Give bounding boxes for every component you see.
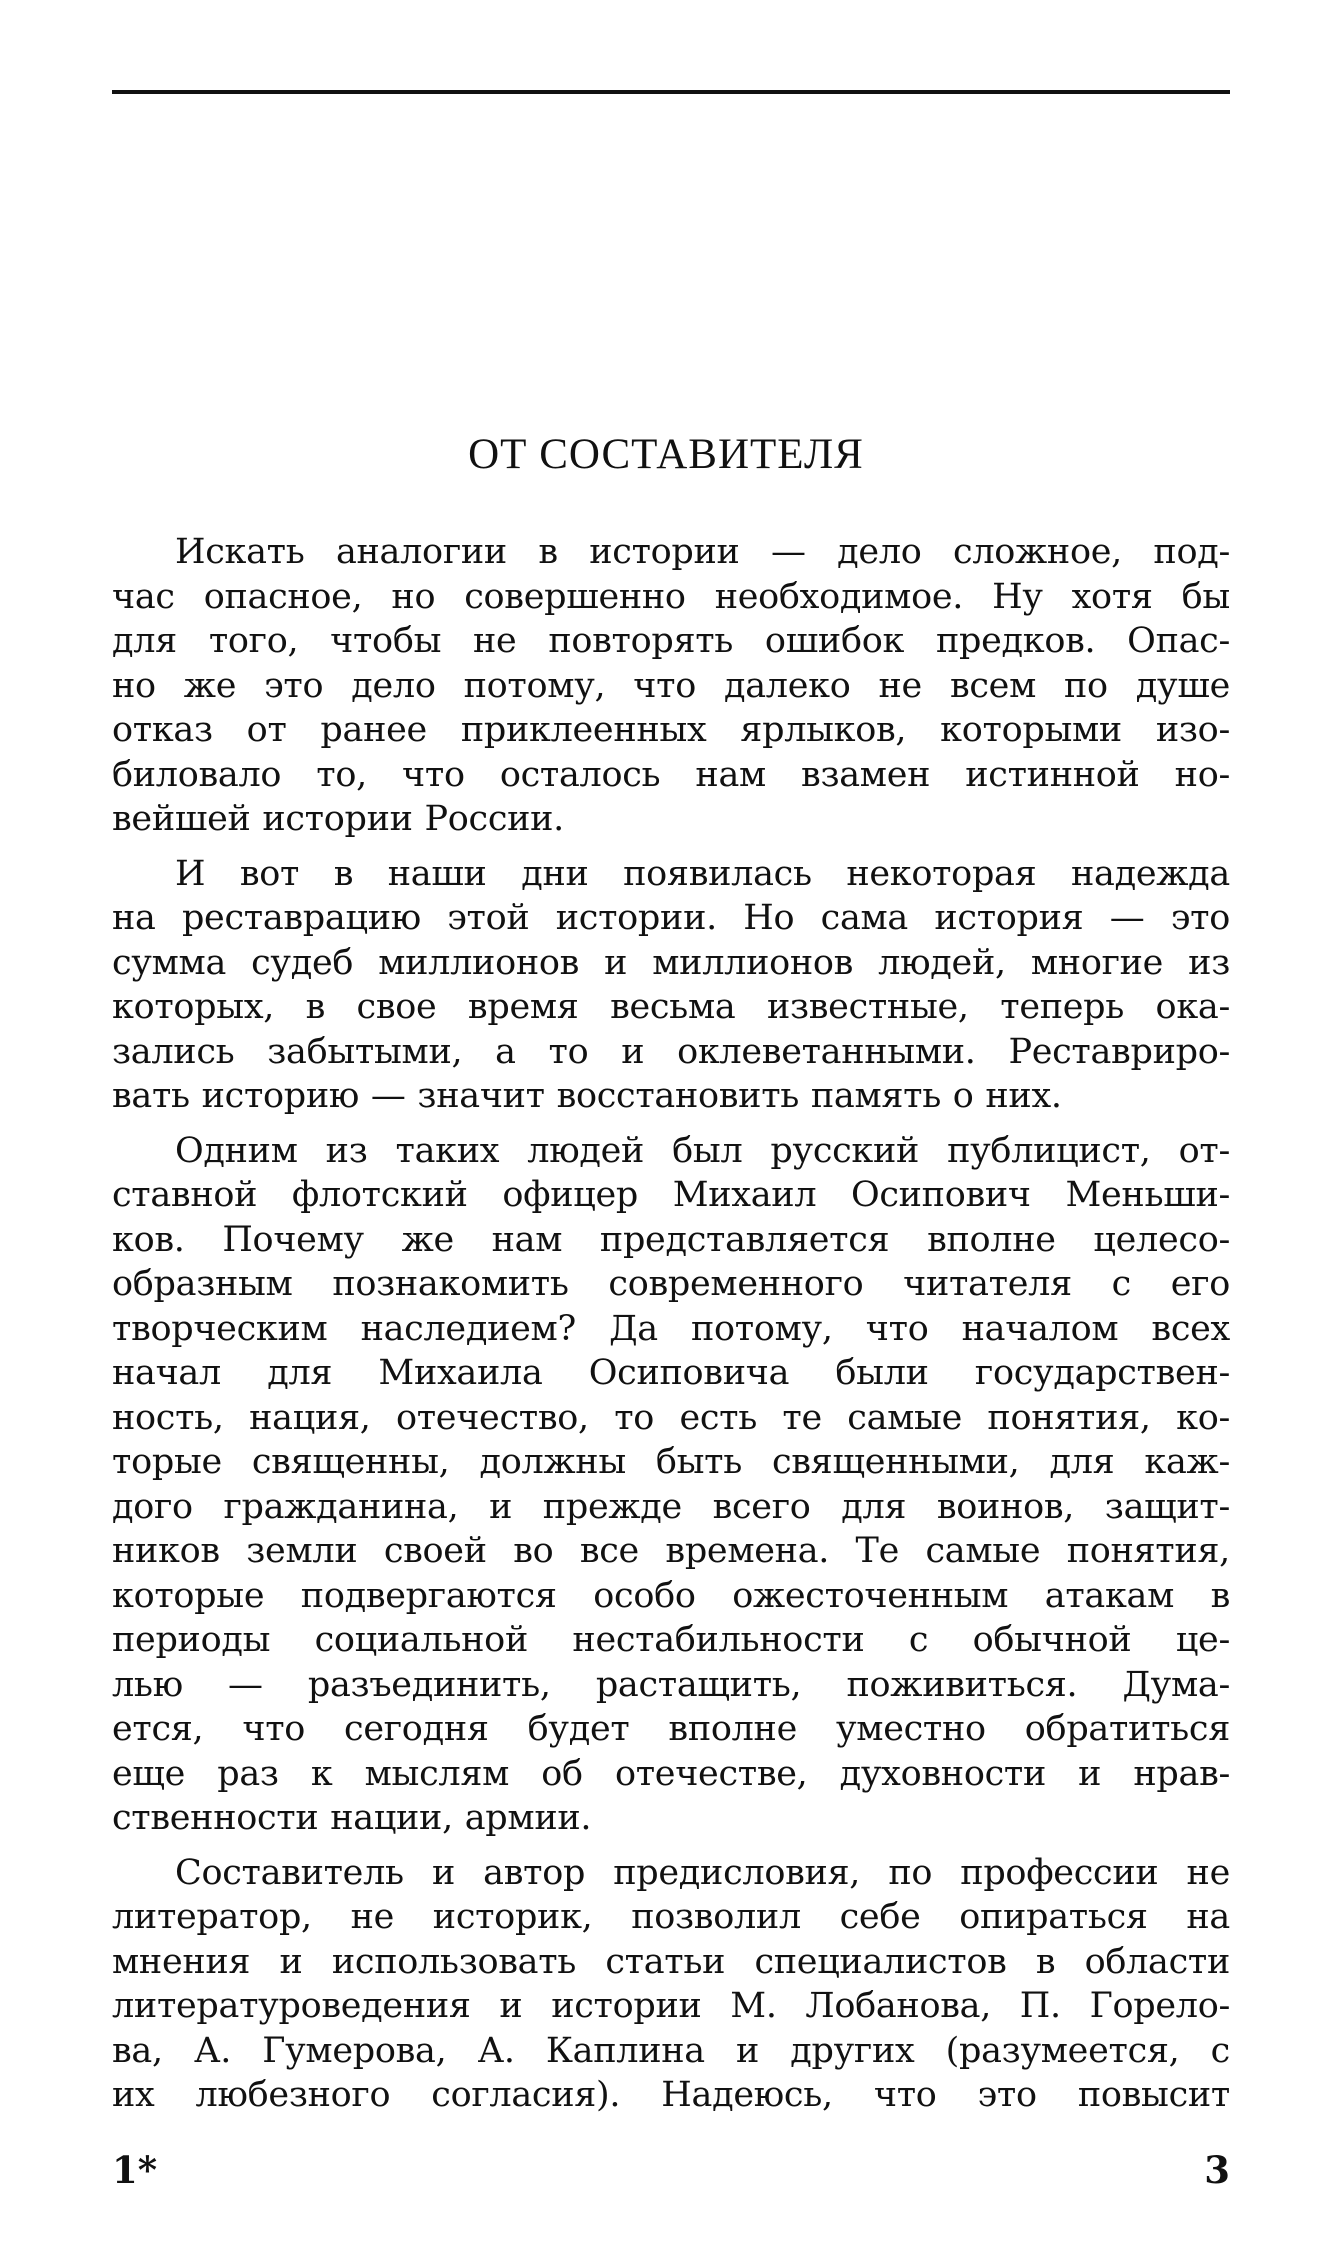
text-line: И вот в наши дни появилась некоторая надежда [175,853,1230,894]
page-footer [112,2148,1230,2198]
text-line: творческим наследием? Да потому, что началом всех [112,1308,1230,1349]
text-line: ставной флотский офицер Михаил Осипович Меньши- [112,1175,1230,1215]
text-line: литературоведения и истории М. Лобанова, П. Горело- [112,1986,1230,2026]
text-line: их любезного согласия). Надеюсь, что это повысит [112,2075,1230,2115]
page-title: ОТ СОСТАВИТЕЛЯ [468,431,864,478]
text-line: начал для Михаила Осиповича были государствен- [112,1353,1230,1393]
text-line: торые священны, должны быть священными, для каж- [112,1442,1230,1482]
text-line: сумма судеб миллионов и миллионов людей, многие из [112,942,1230,983]
text-line: Одним из таких людей был русский публицист, от- [175,1130,1230,1171]
paragraph-2 [112,852,1230,1119]
text-line: мнения и использовать статьи специалистов в области [112,1941,1230,1982]
top-rule [112,90,1230,94]
text-line: час опасное, но совершенно необходимое. Ну хотя бы [112,576,1230,617]
text-line: ственности нации, армии. [112,1798,592,1838]
text-line: ва, А. Гумерова, А. Каплина и других (разумеется, с [112,2030,1230,2071]
paragraph-3 [112,1129,1230,1841]
text-line: Составитель и автор предисловия, по профессии не [175,1852,1230,1893]
paragraph-4 [112,1851,1230,2118]
text-line: образным познакомить современного читателя с его [112,1264,1230,1304]
text-line: ников земли своей во все времена. Те самые понятия, [112,1531,1230,1571]
text-line: периоды социальной нестабильности с обычной це- [112,1620,1230,1660]
text-line: которые подвергаются особо ожесточенным атакам в [112,1575,1230,1616]
text-line: зались забытыми, а то и оклеветанными. Реставриро- [112,1031,1230,1072]
body-text [112,530,1230,2128]
signature-mark: 1* [112,2148,158,2192]
text-line: вать историю — значит восстановить память о них. [112,1076,1062,1116]
text-line: которых, в свое время весьма известные, теперь ока- [112,987,1230,1027]
text-line: ность, нация, отечество, то есть те самые понятия, ко- [112,1397,1230,1438]
text-line: для того, чтобы не повторять ошибок предков. Опас- [112,621,1230,661]
text-line: на реставрацию этой истории. Но сама история — это [112,898,1230,938]
text-line: отказ от ранее приклеенных ярлыков, которыми изо- [112,710,1230,750]
paragraph-1 [112,530,1230,842]
text-line: ков. Почему же нам представляется вполне целесо- [112,1219,1230,1260]
text-line: литератор, не историк, позволил себе опираться на [112,1897,1230,1937]
text-line: лью — разъединить, растащить, поживиться. Дума- [112,1664,1230,1705]
text-line: но же это дело потому, что далеко не всем по душе [112,665,1230,706]
text-line: еще раз к мыслям об отечестве, духовности и нрав- [112,1753,1230,1794]
text-line: ется, что сегодня будет вполне уместно обратиться [112,1709,1230,1749]
text-line: дого гражданина, и прежде всего для воинов, защит- [112,1486,1230,1527]
text-line: Искать аналогии в истории — дело сложное, под- [175,532,1230,572]
text-line: биловало то, что осталось нам взамен истинной но- [112,754,1230,795]
text-line: вейшей истории России. [112,799,565,839]
page-number: 3 [1204,2148,1230,2192]
